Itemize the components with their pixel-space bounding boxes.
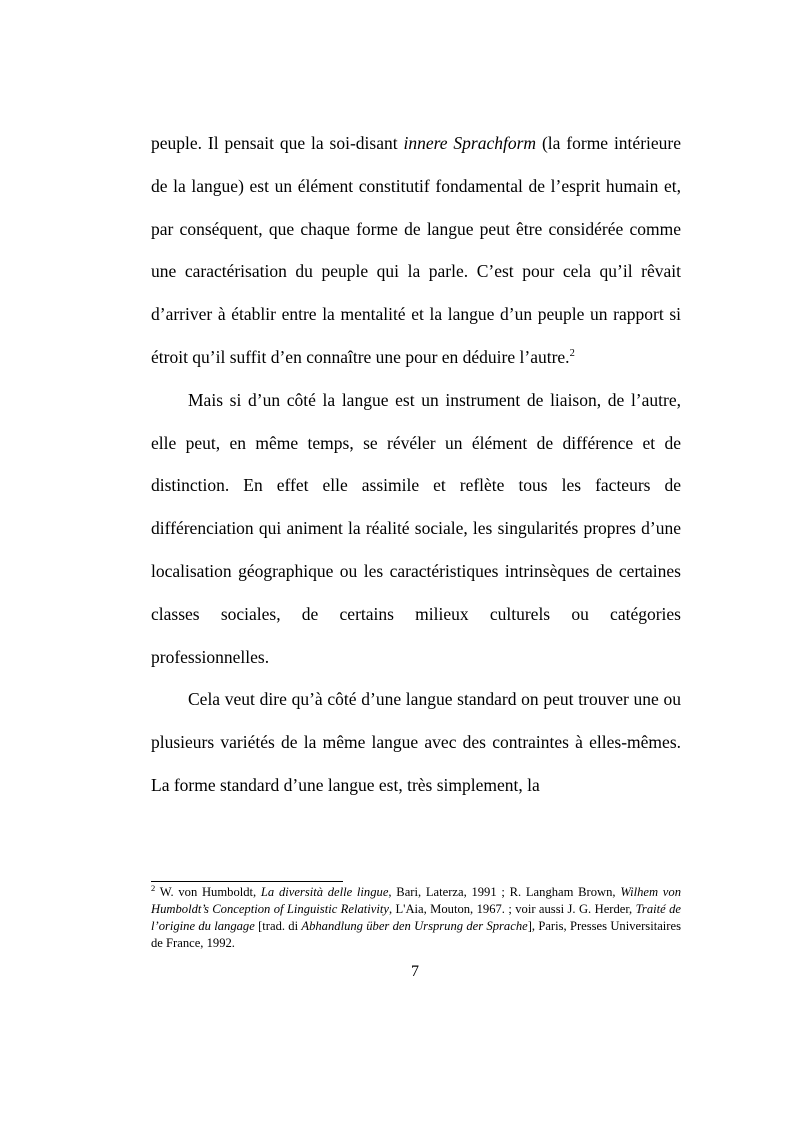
paragraph-3: Cela veut dire qu’à côté d’une langue standard on peut trouver une ou plusieurs variétés de la même langue avec des contraintes à elles-mêmes. La forme standard d’une langue est, très simplement, la — [151, 689, 681, 795]
footnote-title-1: La diversità delle lingue — [260, 885, 389, 899]
page-number: 7 — [411, 963, 419, 980]
footnote-text-a: W. von Humboldt, — [155, 885, 261, 899]
footnote-text-b: , Bari, Laterza, 1991 ; R. Langham Brown, — [388, 885, 621, 899]
paragraph-1-italic-term: innere Sprachform — [403, 133, 537, 153]
footnote-title-4: Abhandlung über den Ursprung der Sprache — [301, 919, 528, 933]
footnote-title-2: Wilhem von Humboldt’s Conception of Linguistic Relativity — [151, 885, 681, 916]
paragraph-1 — [151, 122, 681, 379]
footnote-mark: 2 — [151, 883, 156, 893]
paragraph-1-text-b: (la forme intérieure de la langue) est un élément constitutif fondamental de l’esprit humain et, par conséquent, que chaque forme de langue peut être considérée comme une caractérisation du peuple qui la parle. C’est pour cela qu’il rêvait d’arriver à établir entre la mentalité et la langue d’un peuple un rapport si étroit qu’il suffit d’en connaître une pour en déduire l’autre. — [151, 133, 681, 367]
footnote — [151, 884, 681, 952]
footnote-title-3: Traité de l’origine du langage — [151, 902, 681, 933]
paragraph-2: Mais si d’un côté la langue est un instrument de liaison, de l’autre, elle peut, en même temps, se révéler un élément de différence et de distinction. En effet elle assimile et reflète tous les facteurs de différenciation qui animent la réalité sociale, les singularités propres d’une localisation géographique ou les caractéristiques intrinsèques de certaines classes sociales, de certains milieux culturels ou catégories professionnelles. — [151, 389, 681, 667]
footnote-text-e: ], Paris, Presses Universitaires de France, 1992. — [151, 919, 681, 950]
footnote-reference[interactable]: 2 — [569, 347, 575, 359]
page-body — [151, 122, 681, 807]
footnote-text-c: , L'Aia, Mouton, 1967. ; voir aussi J. G. Herder, — [388, 902, 636, 916]
paragraph-1-text-a: peuple. Il pensait que la soi-disant — [151, 133, 404, 153]
footnote-separator — [151, 881, 343, 882]
footnote-text-d: [trad. di — [254, 919, 302, 933]
